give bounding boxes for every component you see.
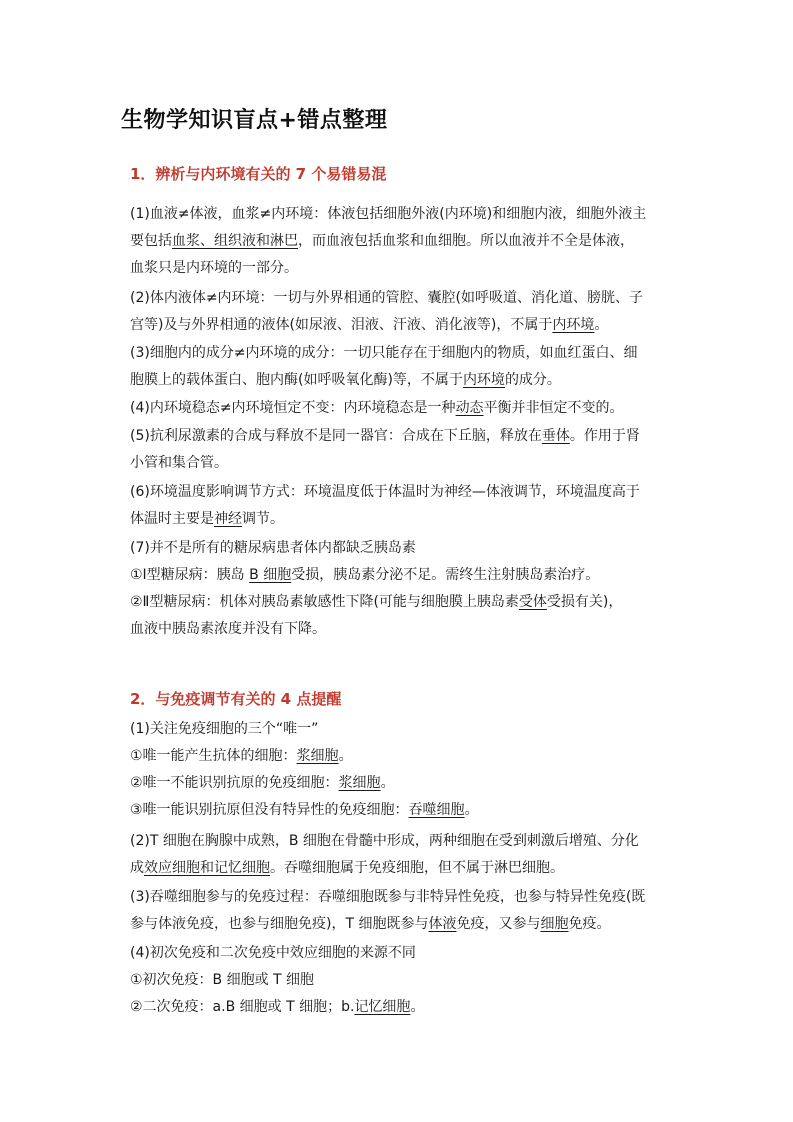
underlined-term: 内环境 (462, 372, 505, 388)
underlined-term: B 细胞 (249, 567, 292, 583)
text-line: (3)吞噬细胞参与的免疫过程：吞噬细胞既参与非特异性免疫，也参与特异性免疫(既 (130, 889, 646, 905)
s1-item-7 (130, 535, 668, 643)
text-line: 胞膜上的载体蛋白、胞内酶(如呼吸氧化酶)等，不属于内环境的成分。 (130, 372, 561, 388)
underlined-term: 浆细胞 (296, 748, 339, 764)
text-line: ②唯一不能识别抗原的免疫细胞：浆细胞。 (130, 775, 395, 791)
page-title: 生物学知识盲点+错点整理 (121, 108, 388, 133)
section-1-heading: 1．辨析与内环境有关的 7 个易错易混 (130, 165, 387, 183)
text-line: (2)体内液体≠内环境：一切与外界相通的管腔、囊腔(如呼吸道、消化道、膀胱、子 (130, 290, 644, 306)
underlined-term: 吞噬细胞 (408, 802, 465, 818)
text-line: 参与体液免疫，也参与细胞免疫)，T 细胞既参与体液免疫，又参与细胞免疫。 (130, 916, 611, 932)
s1-item-3 (130, 340, 668, 394)
text-line: ②二次免疫：a.B 细胞或 T 细胞；b.记忆细胞。 (130, 999, 425, 1015)
s2-item-1 (130, 716, 668, 824)
s1-item-6 (130, 479, 668, 533)
text-line: (4)初次免疫和二次免疫中效应细胞的来源不同 (130, 945, 416, 961)
section-2-heading: 2．与免疫调节有关的 4 点提醒 (130, 690, 342, 708)
text-line: ①Ⅰ型糖尿病：胰岛 B 细胞受损，胰岛素分泌不足。需终生注射胰岛素治疗。 (130, 567, 600, 583)
text-line: ①初次免疫：B 细胞或 T 细胞 (130, 972, 315, 988)
text-line: 血液中胰岛素浓度并没有下降。 (130, 621, 326, 637)
s1-item-2 (130, 285, 668, 339)
text-line: 小管和集合管。 (130, 455, 228, 471)
underlined-term: 记忆细胞 (354, 999, 411, 1015)
text-line: 体温时主要是神经调节。 (130, 511, 284, 527)
text-line: 要包括血浆、组织液和淋巴，而血液包括血浆和血细胞。所以血液并不全是体液， (130, 233, 634, 249)
underlined-term: 垂体 (541, 428, 570, 444)
text-line: (1)关注免疫细胞的三个“唯一” (130, 721, 319, 737)
s2-item-4 (130, 940, 668, 1021)
s2-item-3 (130, 884, 668, 938)
underlined-term: 动态 (455, 400, 484, 416)
s2-item-2 (130, 828, 668, 882)
text-line: ②Ⅱ型糖尿病：机体对胰岛素敏感性下降(可能与细胞膜上胰岛素受体受损有关)， (130, 594, 623, 610)
underlined-term: 浆细胞 (338, 775, 381, 791)
text-line: (5)抗利尿激素的合成与释放不是同一器官：合成在下丘脑，释放在垂体。作用于肾 (130, 428, 640, 444)
underlined-term: 效应细胞和记忆细胞 (144, 860, 270, 876)
s1-item-1 (130, 201, 668, 282)
underlined-term: 受体 (518, 594, 547, 610)
text-line: ①唯一能产生抗体的细胞：浆细胞。 (130, 748, 353, 764)
text-line: (6)环境温度影响调节方式：环境温度低于体温时为神经—体液调节，环境温度高于 (130, 484, 640, 500)
underlined-term: 血浆、组织液和淋巴 (172, 233, 298, 249)
text-line: (2)T 细胞在胸腺中成熟，B 细胞在骨髓中形成，两种细胞在受到刺激后增殖、分化 (130, 833, 639, 849)
underlined-term: 体液 (428, 916, 457, 932)
s1-item-4 (130, 395, 668, 422)
underlined-term: 内环境 (552, 317, 595, 333)
text-line: (7)并不是所有的糖尿病患者体内都缺乏胰岛素 (130, 540, 416, 556)
text-line: (4)内环境稳态≠内环境恒定不变：内环境稳态是一种动态平衡并非恒定不变的。 (130, 400, 624, 416)
text-line: (1)血液≠体液，血浆≠内环境：体液包括细胞外液(内环境)和细胞内液，细胞外液主 (130, 206, 647, 222)
text-line: 血浆只是内环境的一部分。 (130, 260, 298, 276)
text-line: (3)细胞内的成分≠内环境的成分：一切只能存在于细胞内的物质，如血红蛋白、细 (130, 345, 638, 361)
underlined-term: 神经 (214, 511, 242, 527)
underlined-term: 细胞 (540, 916, 569, 932)
text-line: 宫等)及与外界相通的液体(如尿液、泪液、汗液、消化液等)，不属于内环境。 (130, 317, 609, 333)
text-line: 成效应细胞和记忆细胞。吞噬细胞属于免疫细胞，但不属于淋巴细胞。 (130, 860, 564, 876)
s1-item-5 (130, 423, 668, 477)
text-line: ③唯一能识别抗原但没有特异性的免疫细胞：吞噬细胞。 (130, 802, 479, 818)
